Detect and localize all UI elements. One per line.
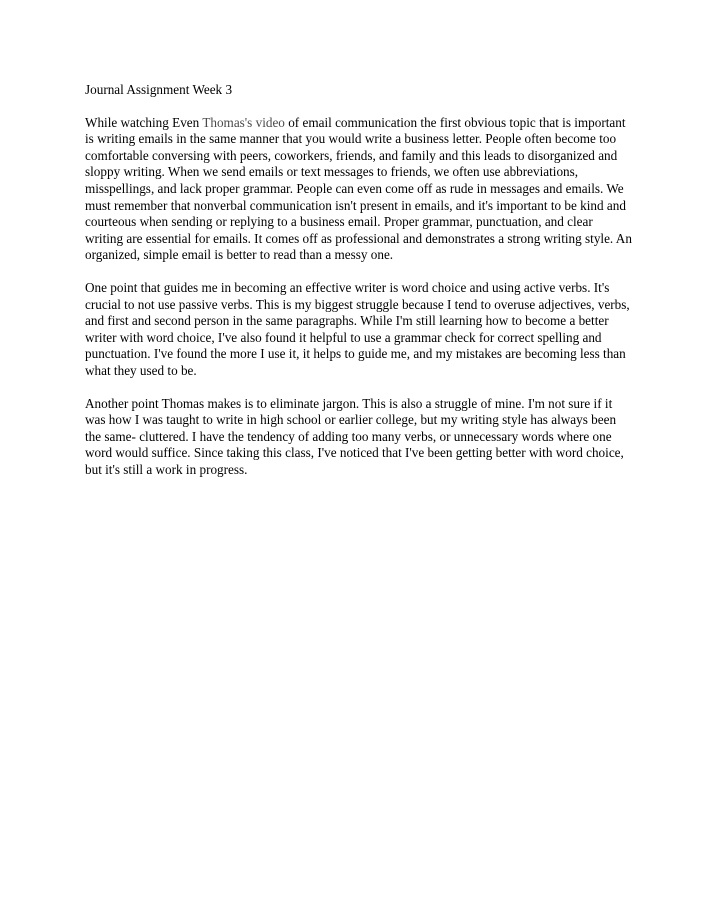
paragraph-1-lead: While watching Even [85, 114, 203, 130]
paragraph-3: Another point Thomas makes is to eliminate jargon. This is also a struggle of mine. I'm not sure if it was how I was taught to write in high school or earlier college, but my writing style has always been the same- cluttered. I have the tendency of adding too many verbs, or unnecessary words where one word would suffice. Since taking this class, I've noticed that I've been getting better with word choice, but it's still a work in progress. [85, 395, 624, 477]
document-title: Journal Assignment Week 3 [85, 82, 233, 97]
document-body [85, 82, 633, 494]
video-link[interactable]: Thomas's video [202, 114, 285, 130]
paragraph-1-rest: of email communication the first obvious topic that is important is writing emails in the same manner that you would write a business letter. People often become too comfortable conversing with peers, coworkers, friends, and family and this leads to disorganized and sloppy writing. When we send emails or text messages to friends, we often use abbreviations, misspellings, and lack proper grammar. People can even come off as rude in messages and emails. We must remember that nonverbal communication isn't present in emails, and it's important to be kind and courteous when sending or replying to a business email. Proper grammar, punctuation, and clear writing are essential for emails. It comes off as professional and demonstrates a strong writing style. An organized, simple email is better to read than a messy one. [85, 114, 632, 263]
paragraph-2: One point that guides me in becoming an effective writer is word choice and using active verbs. It's crucial to not use passive verbs. This is my biggest struggle because I tend to overuse adjectives, verbs, and first and second person in the same paragraphs. While I'm still learning how to become a better writer with word choice, I've also found it helpful to use a grammar check for correct spelling and punctuation. I've found the more I use it, it helps to guide me, and my mistakes are becoming less than what they used to be. [85, 279, 630, 378]
paragraph-1 [85, 115, 633, 264]
